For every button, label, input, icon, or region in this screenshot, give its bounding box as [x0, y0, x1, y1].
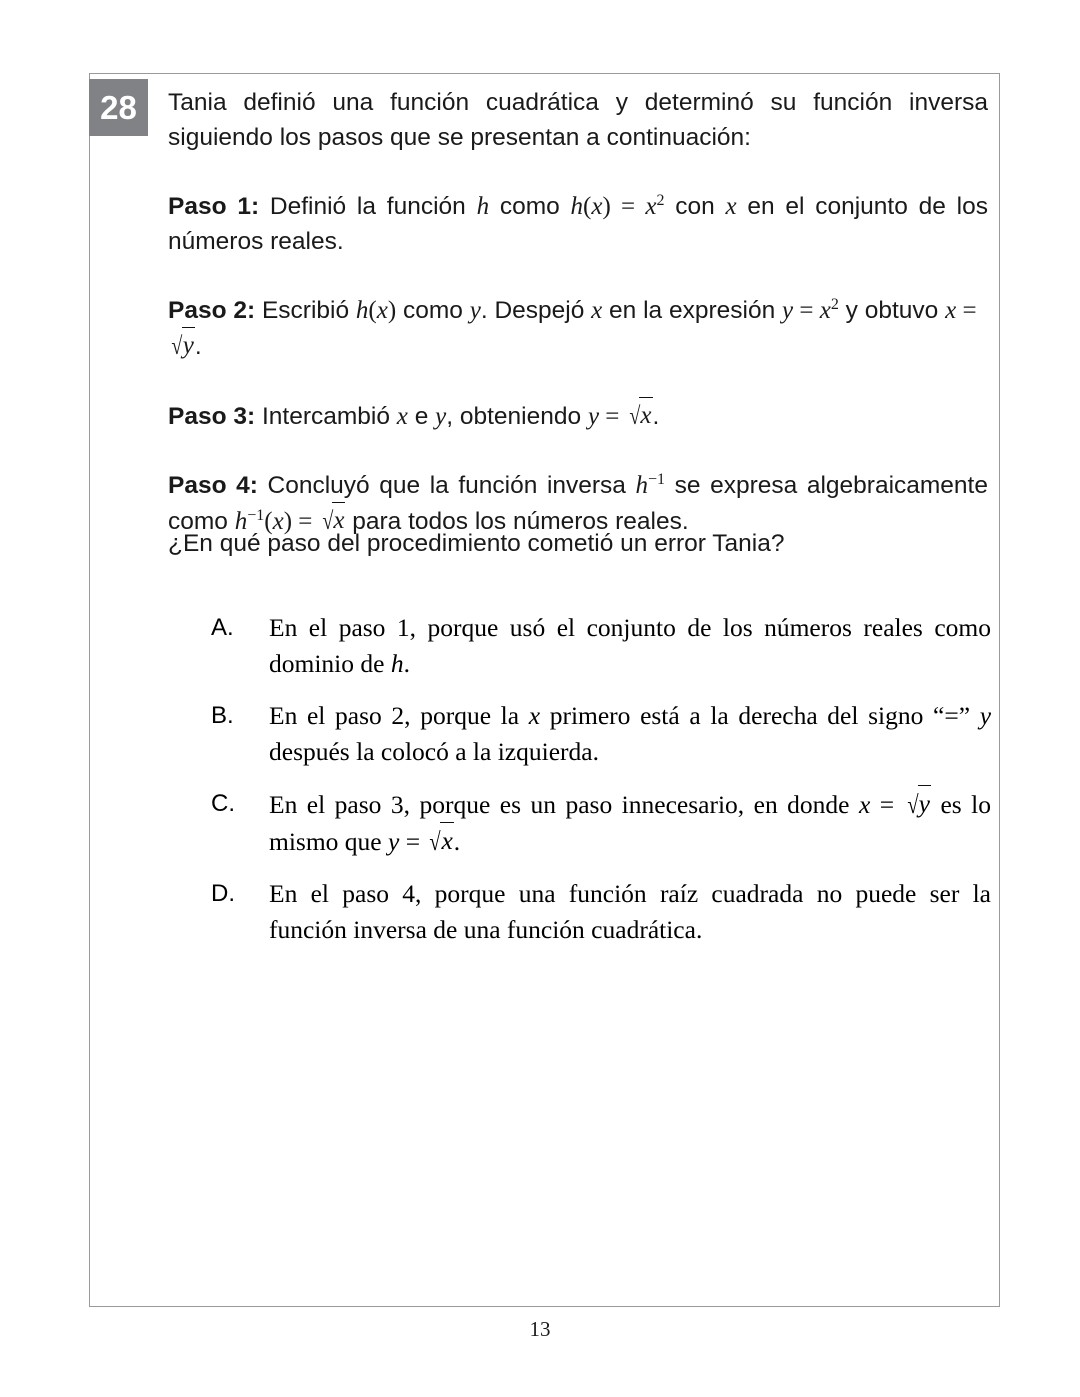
- function-h: h: [234, 508, 248, 535]
- step-3-label: Paso 3:: [168, 403, 256, 430]
- variable-x: x: [819, 297, 831, 324]
- option-c-letter: C.: [211, 790, 235, 817]
- step-2-text-c: . Despejó: [480, 297, 592, 324]
- lparen: (: [368, 297, 377, 324]
- step-3-text-b: e: [407, 403, 436, 430]
- lparen: (: [264, 508, 273, 535]
- option-a-fragment-1: En el paso 1, porque usó el conjunto de los números reales como dominio de: [269, 613, 991, 678]
- radical-icon: √: [907, 790, 919, 819]
- page-number: 13: [529, 1317, 551, 1341]
- step-1-paragraph: [168, 189, 988, 259]
- option-c-fragment-1: En el paso 3, porque es un paso innecesario, en donde: [269, 790, 859, 819]
- radicand-x: x: [332, 502, 345, 538]
- step-2-period: .: [194, 333, 202, 360]
- option-a[interactable]: [211, 610, 991, 682]
- variable-x: x: [376, 297, 388, 324]
- option-b-fragment-1: En el paso 2, porque la: [269, 701, 529, 730]
- variable-x: x: [528, 701, 541, 730]
- variable-y: y: [469, 297, 481, 324]
- variable-y: y: [979, 701, 992, 730]
- step-1-label: Paso 1:: [168, 193, 260, 220]
- step-2-paragraph: [168, 293, 988, 364]
- variable-x: x: [591, 193, 603, 220]
- radical-icon: √: [321, 508, 333, 535]
- option-b-fragment-3: después la colocó a la izquierda.: [269, 737, 599, 766]
- sqrt-of-y: [168, 328, 195, 364]
- radical-icon: √: [429, 827, 442, 856]
- option-a-text: [269, 610, 991, 682]
- rparen: ): [602, 193, 611, 220]
- variable-x: x: [272, 508, 284, 535]
- option-b-letter: B.: [211, 702, 234, 729]
- variable-h: h: [476, 193, 490, 220]
- exponent-2: 2: [830, 295, 839, 313]
- question-content: [168, 85, 988, 539]
- option-a-letter: A.: [211, 614, 234, 641]
- radicand-y: y: [182, 327, 195, 363]
- radical-icon: √: [629, 403, 641, 430]
- step-4-text-b: se expresa algebraicamente como: [168, 472, 988, 535]
- step-3-paragraph: [168, 398, 988, 434]
- sqrt-of-x: [626, 398, 653, 434]
- step-1-text-d: en el conjunto de los números reales.: [168, 193, 988, 255]
- function-h: h: [355, 297, 369, 324]
- exponent-neg1: −1: [648, 470, 666, 488]
- radical-icon: √: [171, 333, 183, 360]
- equals-sign: =: [870, 790, 904, 819]
- step-2-text-d: en la expresión: [602, 297, 783, 324]
- step-1-text-a: Definió la función: [259, 193, 477, 220]
- variable-x: x: [945, 297, 957, 324]
- variable-x: x: [858, 790, 871, 819]
- variable-x: x: [591, 297, 603, 324]
- variable-x: x: [645, 193, 657, 220]
- option-b-fragment-2: primero está a la derecha del signo “=”: [540, 701, 980, 730]
- variable-x: x: [396, 403, 408, 430]
- step-3-text-c: , obteniendo: [446, 403, 588, 430]
- variable-y: y: [587, 403, 600, 430]
- lparen: (: [583, 193, 592, 220]
- step-4-text-a: Concluyó que la función inversa: [257, 472, 636, 499]
- option-d-letter: D.: [211, 880, 235, 907]
- equals-sign: =: [292, 508, 319, 535]
- question-intro-paragraph: Tania definió una función cuadrática y determinó su función inversa siguiendo los pasos que se presentan a continuación:: [168, 89, 988, 151]
- variable-y: y: [435, 403, 447, 430]
- step-2-text-a: Escribió: [255, 297, 356, 324]
- option-b[interactable]: [211, 698, 991, 770]
- option-c-fragment-2: es lo mismo que: [269, 790, 992, 856]
- question-number-badge: 28: [89, 79, 148, 136]
- exponent-neg1: −1: [247, 506, 265, 524]
- answer-options-list: [211, 610, 991, 964]
- step-3-text-a: Intercambió: [255, 403, 397, 430]
- sqrt-of-x: [426, 823, 453, 860]
- equals-sign: =: [956, 297, 977, 324]
- option-b-text: [269, 698, 991, 770]
- sqrt-of-y: [904, 786, 931, 823]
- step-4-text-c: para todos los números reales.: [345, 508, 689, 535]
- option-c[interactable]: [211, 786, 991, 860]
- function-h: h: [635, 472, 649, 499]
- radicand-x: x: [440, 822, 453, 859]
- option-c-fragment-3: .: [453, 827, 461, 856]
- radicand-y: y: [918, 785, 931, 822]
- option-a-fragment-2: .: [403, 649, 410, 678]
- option-d-text: En el paso 4, porque una función raíz cuadrada no puede ser la función inversa de una función cuadrática.: [269, 879, 991, 944]
- exponent-2: 2: [656, 191, 665, 209]
- rparen: ): [283, 508, 293, 535]
- equals-sign: =: [399, 827, 427, 856]
- option-d[interactable]: [211, 876, 991, 948]
- equals-sign: =: [610, 193, 646, 220]
- variable-x: x: [725, 193, 737, 220]
- step-2-text-e: y obtuvo: [838, 297, 946, 324]
- variable-y: y: [388, 827, 400, 856]
- radicand-x: x: [639, 397, 652, 433]
- function-h: h: [570, 193, 584, 220]
- step-2-label: Paso 2:: [168, 297, 256, 324]
- option-c-text: [269, 786, 991, 860]
- step-4-label: Paso 4:: [168, 472, 258, 499]
- step-1-text-b: como: [489, 193, 571, 220]
- rparen: ): [387, 297, 397, 324]
- step-3-period: .: [652, 403, 660, 430]
- equals-sign: =: [793, 297, 820, 324]
- equals-sign: =: [599, 403, 626, 430]
- step-2-text-b: como: [396, 297, 470, 324]
- question-prompt: ¿En qué paso del procedimiento cometió un error Tania?: [168, 530, 785, 557]
- variable-y: y: [782, 297, 794, 324]
- variable-h: h: [390, 649, 404, 678]
- step-1-text-c: con: [664, 193, 726, 220]
